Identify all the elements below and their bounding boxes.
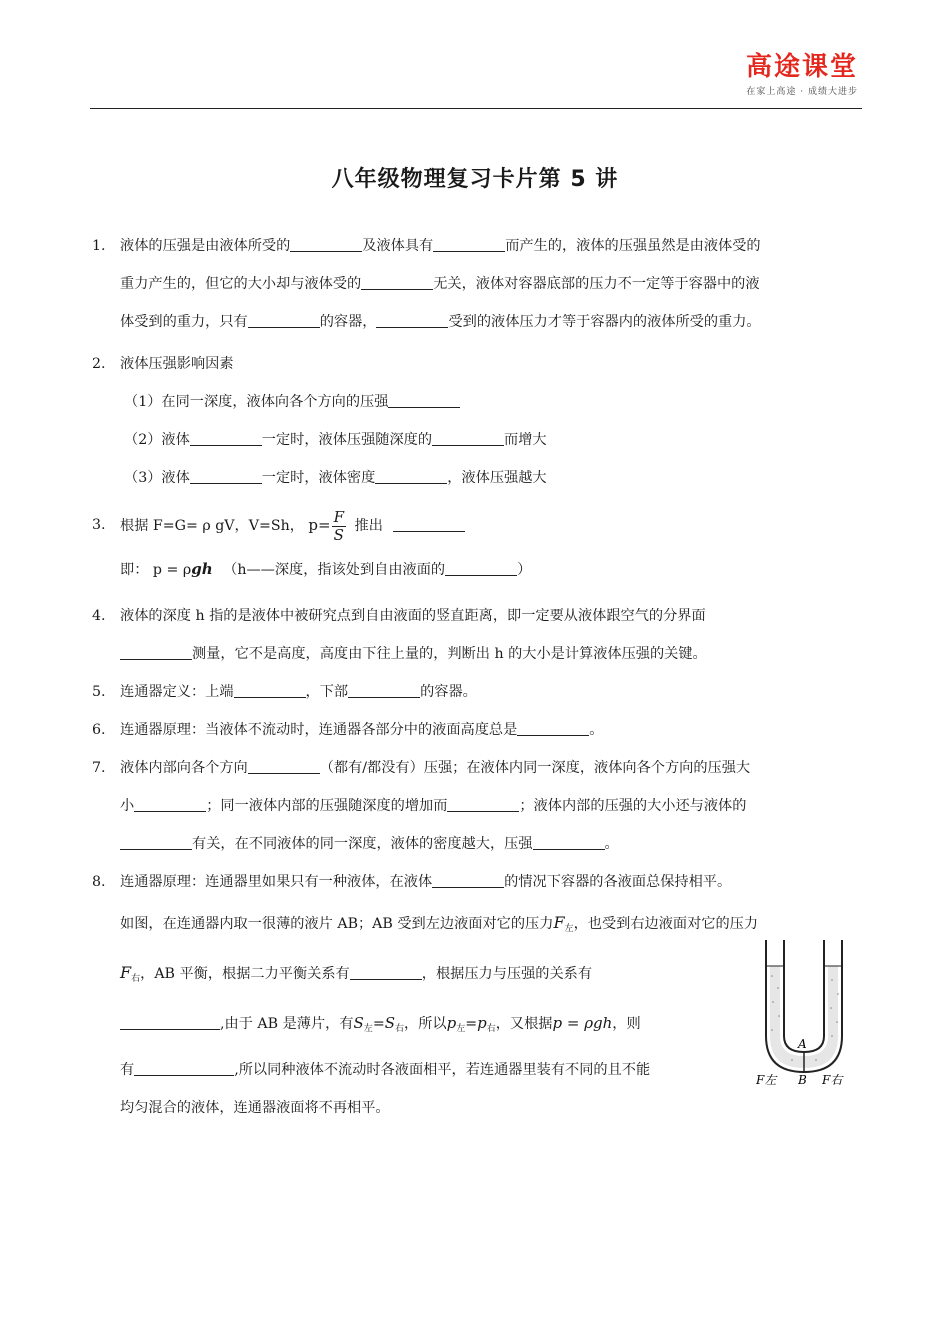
u-tube-diagram (756, 936, 852, 1086)
pressure-fraction: $\frac{F}{S}$ (333, 507, 344, 544)
answer-blank[interactable] (234, 681, 306, 698)
answer-blank[interactable] (533, 833, 605, 850)
answer-blank[interactable] (120, 643, 192, 660)
question-number: 6. (92, 722, 106, 738)
question-7: 7. 液体内部向各个方向 （都有/都没有）压强；在液体内同一深度，液体向各个方向的压强大 小 ；同一液体内部的压强随深度的增加而 ；液体内部的压强的大小还与液体的 有关，在不同液体的同一深度，液体的密度越大，压强 。 (92, 749, 862, 863)
connected-vessel-figure (756, 936, 852, 1086)
question-heading: 液体压强影响因素 (120, 356, 234, 372)
question-number: 5. (92, 684, 106, 700)
answer-blank[interactable] (134, 795, 206, 812)
question-number: 2. (92, 356, 106, 372)
answer-blank[interactable] (432, 871, 504, 888)
answer-blank[interactable] (120, 1013, 220, 1030)
label-f-left: F左 (756, 1073, 777, 1086)
answer-blank[interactable] (290, 235, 362, 252)
answer-blank[interactable] (361, 273, 433, 290)
question-1: 1. 液体的压强是由液体所受的 及液体具有 而产生的，液体的压强虽然是由液体受的 重力产生的，但它的大小却与液体受的 无关，液体对容器底部的压力不一定等于容器中的液 体受到的重力，只有 的容器， 受到的液体压力才等于容器内的液体所受的重力。 (92, 227, 862, 341)
label-b: B (798, 1073, 807, 1086)
question-2: 2. 液体压强影响因素 （1）在同一深度，液体向各个方向的压强 （2）液体 一定时，液体压强随深度的 而增大 （3）液体 一定时，液体密度 ，液体压强越大 (92, 345, 862, 497)
brand-slogan: 在家上高途 · 成绩大进步 (746, 87, 858, 97)
question-4: 4. 液体的深度 h 指的是液体中被研究点到自由液面的竖直距离，即一定要从液体跟空气的分界面 测量，它不是高度，高度由下往上量的，判断出 h 的大小是计算液体压强的关键。 (92, 597, 862, 673)
answer-blank[interactable] (447, 795, 519, 812)
answer-blank[interactable] (432, 429, 504, 446)
question-5: 5. 连通器定义：上端 ，下部 的容器。 (92, 673, 862, 711)
question-number: 8. (92, 874, 106, 890)
question-6: 6. 连通器原理：当液体不流动时，连通器各部分中的液面高度总是 。 (92, 711, 862, 749)
brand-logo (746, 52, 858, 97)
answer-blank[interactable] (433, 235, 505, 252)
question-number: 7. (92, 760, 106, 776)
brand-name: 高途课堂 (745, 52, 858, 82)
answer-blank[interactable] (388, 391, 460, 408)
answer-blank[interactable] (120, 833, 192, 850)
answer-blank[interactable] (376, 311, 448, 328)
label-f-right: F右 (822, 1073, 843, 1086)
answer-blank[interactable] (445, 559, 517, 576)
page-title: 八年级物理复习卡片第 5 讲 (331, 167, 619, 192)
worksheet-content (92, 227, 862, 1127)
answer-blank[interactable] (350, 963, 422, 980)
answer-blank[interactable] (375, 467, 447, 484)
answer-blank[interactable] (517, 719, 589, 736)
answer-blank[interactable] (190, 467, 262, 484)
answer-blank[interactable] (348, 681, 420, 698)
tube-inner-wall (784, 940, 824, 1052)
answer-blank[interactable] (134, 1059, 234, 1076)
answer-blank[interactable] (393, 515, 465, 532)
header-divider (90, 108, 862, 109)
answer-blank[interactable] (190, 429, 262, 446)
question-8: 8. 连通器原理：连通器里如果只有一种液体，在液体 的情况下容器的各液面总保持相平。 如图，在连通器内取一很薄的液片 AB；AB 受到左边液面对它的压力$F_左$，也受到右边液面对它的压力 $F_右$，AB 平衡，根据二力平衡关系有 ，根据压力与压强的关系有 ,由于 AB 是薄片，有$S_左=S_右$，所以$p_左=p_右$，又根据p = ρgh，则 有 ,所以同种液体不流动时各液面相平，若连通器里装有不同的且不能 均匀混合的液体，连通器液面将不再相平。 (92, 863, 862, 1127)
answer-blank[interactable] (248, 757, 320, 774)
question-3: 3. 根据 F=G= ρ gV，V=Sh， p= $\frac{F}{S}$ 推出 即： p = ρgh （h——深度，指该处到自由液面的 ） (92, 503, 862, 591)
answer-blank[interactable] (248, 311, 320, 328)
question-number: 4. (92, 608, 106, 624)
question-number: 1. (92, 238, 106, 254)
label-a: A (798, 1037, 807, 1051)
question-number: 3. (92, 517, 106, 533)
